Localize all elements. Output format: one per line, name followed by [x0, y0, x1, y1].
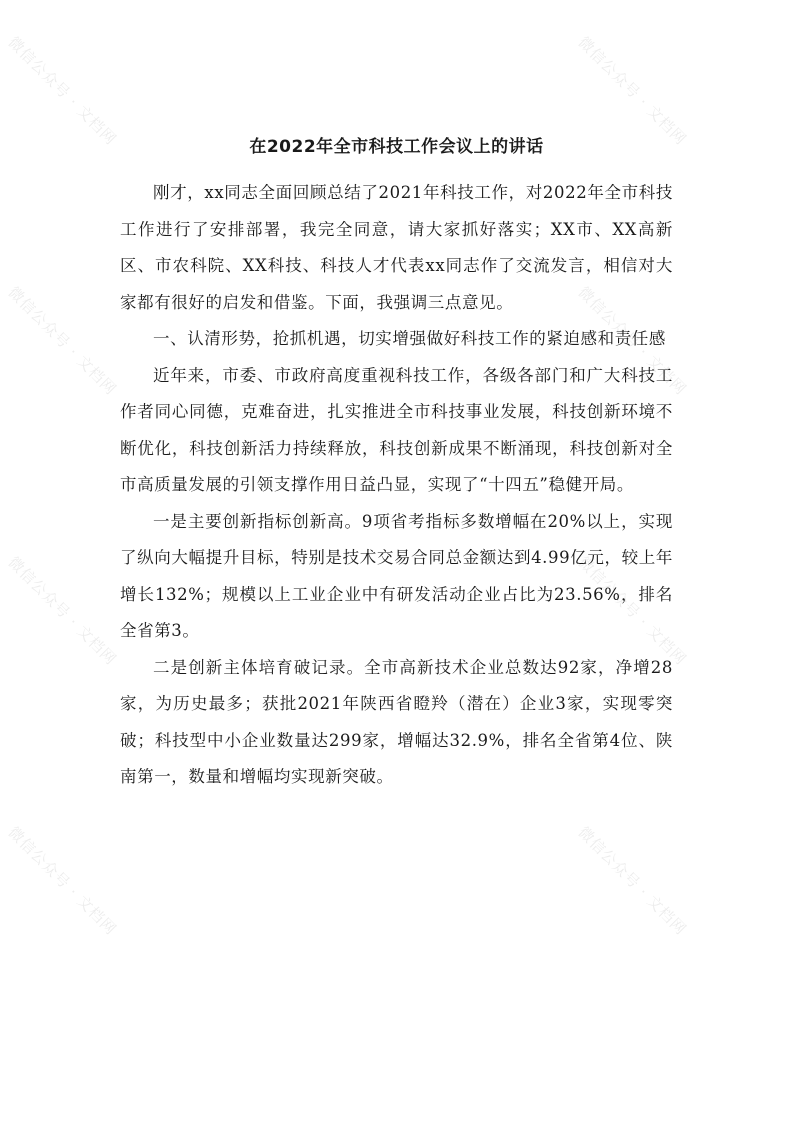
- watermark: 微信公众号 · 文档网: [4, 553, 121, 669]
- paragraph-point-1: 一是主要创新指标创新高。9项省考指标多数增幅在20%以上，实现了纵向大幅提升目标，特别是技术交易合同总金额达到4.99亿元，较上年增长132%；规模以上工业企业中有研发活动企业占比为23.56%，排名全省第3。: [120, 511, 673, 640]
- paragraph-point-2: 二是创新主体培育破记录。全市高新技术企业总数达92家，净增28家，为历史最多；获批2021年陕西省瞪羚（潜在）企业3家，实现零突破；科技型中小企业数量达299家，增幅达32.9%，排名全省第4位、陕南第一，数量和增幅均实现新突破。: [120, 657, 673, 786]
- watermark: 微信公众号 · 文档网: [4, 33, 121, 149]
- paragraph-intro: 刚才，xx同志全面回顾总结了2021年科技工作，对2022年全市科技工作进行了安排部署，我完全同意，请大家抓好落实；XX市、XX高新区、市农科院、XX科技、科技人才代表xx同志作了交流发言，相信对大家都有很好的启发和借鉴。下面，我强调三点意见。: [120, 183, 673, 312]
- watermark: 微信公众号 · 文档网: [574, 553, 691, 669]
- paragraph-overview: 近年来，市委、市政府高度重视科技工作，各级各部门和广大科技工作者同心同德，克难奋进，扎实推进全市科技事业发展，科技创新环境不断优化，科技创新活力持续释放，科技创新成果不断涌现，科技创新对全市高质量发展的引领支撑作用日益凸显，实现了“十四五”稳健开局。: [120, 365, 673, 494]
- section-heading-1: 一、认清形势，抢抓机遇，切实增强做好科技工作的紧迫感和责任感: [153, 329, 666, 348]
- watermark: 微信公众号 · 文档网: [574, 283, 691, 399]
- document-page: [120, 132, 673, 796]
- watermark: 微信公众号 · 文档网: [4, 283, 121, 399]
- watermark: 微信公众号 · 文档网: [574, 33, 691, 149]
- watermark: 微信公众号 · 文档网: [4, 823, 121, 939]
- document-title: 在2022年全市科技工作会议上的讲话: [249, 137, 544, 157]
- watermark: 微信公众号 · 文档网: [574, 823, 691, 939]
